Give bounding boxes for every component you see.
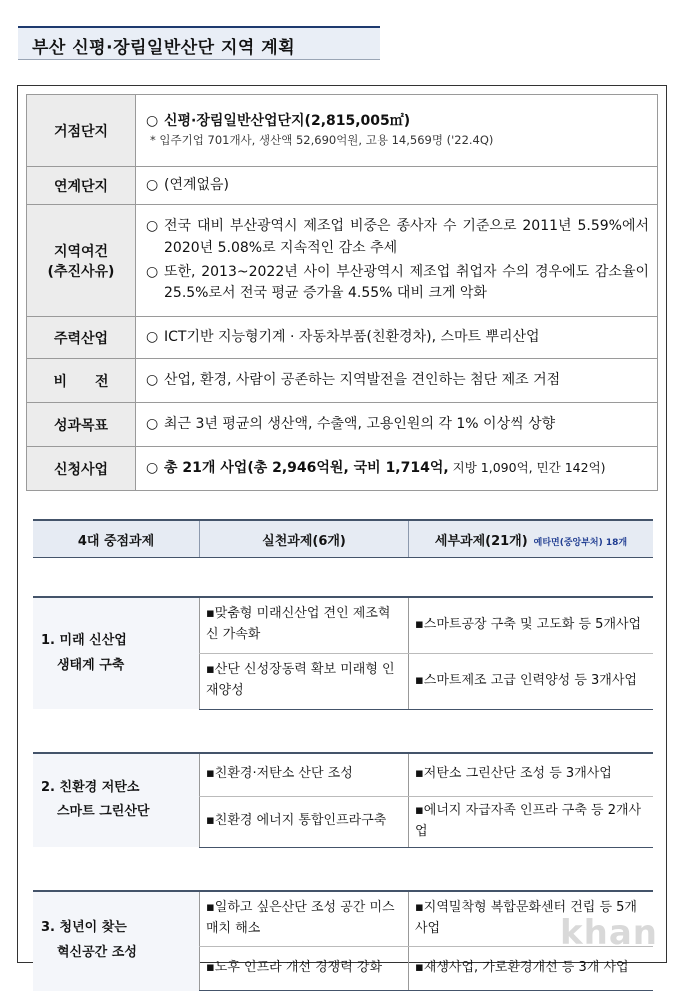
header-col1: 4대 중점과제 <box>33 520 200 558</box>
detail-1-2: ▪스마트제조 고급 인력양성 등 3개사업 <box>409 653 654 709</box>
task-group-3-name-1: 3. 청년이 찾는 <box>41 920 127 936</box>
detail-1-1: ▪스마트공장 구축 및 고도화 등 5개사업 <box>409 597 654 653</box>
task-group-2-name-2: 스마트 그린산단 <box>57 804 150 820</box>
conditions-label-2: (추진사유) <box>47 263 115 280</box>
industry-content <box>136 317 658 359</box>
practice-1-1: ▪맞춤형 미래신산업 견인 제조혁신 가속화 <box>200 597 409 653</box>
goal-label: 성과목표 <box>27 403 136 447</box>
hub-line2: * 입주기업 701개사, 생산액 52,690억원, 고용 14,569명 ('22.4Q) <box>150 133 494 148</box>
goal-line1: 최근 3년 평균의 생산액, 수출액, 고용인원의 각 1% 이상씩 상향 <box>164 415 556 432</box>
task-group-1-name-1: 1. 미래 신산업 <box>41 632 127 648</box>
bullet-circle: ○ <box>146 112 159 129</box>
task-group-2-name <box>33 753 200 848</box>
bullet-circle: ○ <box>146 176 159 193</box>
detail-2-2: ▪에너지 자급자족 인프라 구축 등 2개사업 <box>409 797 654 848</box>
linked-line1: (연계없음) <box>164 176 230 193</box>
industry-label: 주력산업 <box>27 317 136 359</box>
task-group-1-name-2: 생태계 구축 <box>57 657 125 673</box>
bullet-circle: ○ <box>146 459 159 476</box>
linked-content <box>136 167 658 205</box>
spacer-row <box>33 558 653 598</box>
bullet-circle: ○ <box>146 371 159 388</box>
hub-label: 거점단지 <box>27 95 136 167</box>
detail-3-2: ▪재생사업, 가로환경개선 등 3개 사업 <box>409 947 654 991</box>
project-line-rest: 지방 1,090억, 민간 142억) <box>448 459 606 475</box>
detail-3-1: ▪지역밀착형 복합문화센터 건립 등 5개사업 <box>409 891 654 947</box>
header-col3-label: 세부과제(21개) <box>434 533 528 549</box>
header-col2: 실천과제(6개) <box>200 520 409 558</box>
industry-row <box>27 317 658 359</box>
task-table-header <box>33 520 653 558</box>
practice-3-2: ▪노후 인프라 개선 경쟁력 강화 <box>200 947 409 991</box>
conditions-item2: 또한, 2013~2022년 사이 부산광역시 제조업 취업자 수의 경우에도 감소율이 25.5%로서 전국 평균 증가율 4.55% 대비 크게 악화 <box>164 263 649 302</box>
conditions-label-1: 지역여건 <box>53 243 109 260</box>
vision-label: 비 전 <box>27 359 136 403</box>
section-title-box <box>18 26 380 60</box>
linked-label: 연계단지 <box>27 167 136 205</box>
task-group-1-row-1 <box>33 597 653 653</box>
linked-row <box>27 167 658 205</box>
bullet-circle: ○ <box>146 218 159 235</box>
detail-2-1: ▪저탄소 그린산단 조성 등 3개사업 <box>409 753 654 797</box>
goal-row <box>27 403 658 447</box>
project-label: 신청사업 <box>27 447 136 491</box>
practice-3-1: ▪일하고 싶은산단 조성 공간 미스매치 해소 <box>200 891 409 947</box>
page-title: 부산 신평·장림일반산단 지역 계획 <box>32 38 296 58</box>
project-content <box>136 447 658 491</box>
hub-line1: 신평·장림일반산업단지(2,815,005㎡) <box>164 112 411 129</box>
conditions-label <box>27 205 136 317</box>
hub-row <box>27 95 658 167</box>
practice-1-2: ▪산단 신성장동력 확보 미래형 인재양성 <box>200 653 409 709</box>
conditions-content <box>136 205 658 317</box>
project-line-bold: 총 21개 사업(총 2,946억원, 국비 1,714억, <box>164 459 449 476</box>
header-col3-tag: 예타면(중앙부처) 18개 <box>533 537 628 548</box>
conditions-row <box>27 205 658 317</box>
bullet-circle: ○ <box>146 415 159 432</box>
task-group-3-name <box>33 891 200 991</box>
task-group-3-name-2: 혁신공간 조성 <box>57 945 137 961</box>
task-group-2-name-1: 2. 친환경 저탄소 <box>41 779 140 795</box>
header-col3 <box>409 520 654 558</box>
plan-table <box>26 94 658 491</box>
vision-row <box>27 359 658 403</box>
watermark-logo: khan <box>560 913 658 953</box>
practice-2-2: ▪친환경 에너지 통합인프라구축 <box>200 797 409 848</box>
task-group-2-row-1 <box>33 753 653 797</box>
bullet-circle: ○ <box>146 263 159 280</box>
vision-line1: 산업, 환경, 사람이 공존하는 지역발전을 견인하는 첨단 제조 거점 <box>164 371 561 388</box>
spacer-row <box>33 847 653 891</box>
bullet-circle: ○ <box>146 328 159 345</box>
vision-content <box>136 359 658 403</box>
spacer-row <box>33 709 653 753</box>
goal-content <box>136 403 658 447</box>
conditions-item1: 전국 대비 부산광역시 제조업 비중은 종사자 수 기준으로 2011년 5.59%에서 2020년 5.08%로 지속적인 감소 추세 <box>164 218 649 256</box>
task-group-1-name <box>33 597 200 709</box>
practice-2-1: ▪친환경·저탄소 산단 조성 <box>200 753 409 797</box>
industry-line1: ICT기반 지능형기계 · 자동차부품(친환경차), 스마트 뿌리산업 <box>164 328 540 345</box>
project-row <box>27 447 658 491</box>
hub-content <box>136 95 658 167</box>
